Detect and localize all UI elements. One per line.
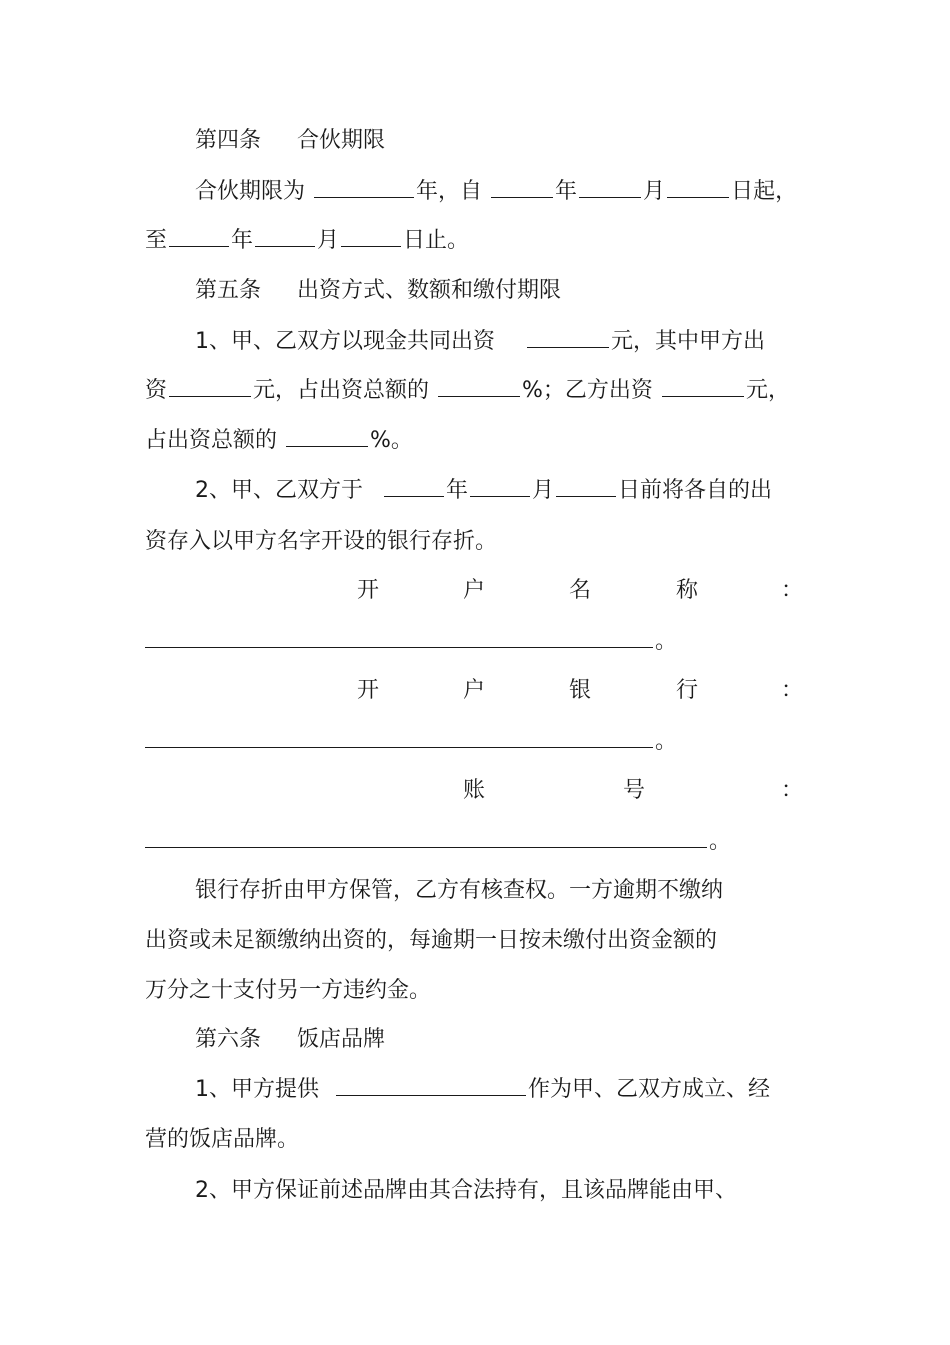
label-char: 行 xyxy=(676,678,699,703)
text: 出资或未足额缴纳出资的，每逾期一日按未缴付出资金额的 xyxy=(145,928,718,953)
text: 月 xyxy=(317,228,340,253)
blank-field xyxy=(169,226,229,247)
text: 占出资总额的 xyxy=(145,428,278,453)
article-title: 饭店品牌 xyxy=(297,1027,386,1052)
text: 营的饭店品牌。 xyxy=(145,1127,300,1152)
text: 年 xyxy=(446,478,469,503)
text: 至 xyxy=(145,228,168,253)
blank-field xyxy=(255,226,315,247)
bank-book-paragraph-line-2 xyxy=(145,926,805,956)
text: 1、甲、乙双方以现金共同出资 xyxy=(195,329,495,354)
article-title: 合伙期限 xyxy=(297,128,386,153)
text: 万分之十支付另一方违约金。 xyxy=(145,978,432,1003)
text: 元， xyxy=(745,378,790,403)
article-4-paragraph-2 xyxy=(145,226,805,256)
blank-field xyxy=(579,177,641,198)
text: 2、甲方保证前述品牌由其合法持有，且该品牌能由甲、 xyxy=(195,1178,737,1203)
article-5-item-1-line-3 xyxy=(145,426,805,456)
text: %。 xyxy=(370,428,413,453)
text: 资存入以甲方名字开设的银行存折。 xyxy=(145,529,498,554)
blank-field xyxy=(438,376,520,397)
text: 元，占出资总额的 xyxy=(253,378,430,403)
article-number: 第四条 xyxy=(195,128,262,153)
account-bank-field xyxy=(145,727,805,757)
text: 银行存折由甲方保管，乙方有核查权。一方逾期不缴纳 xyxy=(195,878,724,903)
article-5-item-1-line-2 xyxy=(145,376,805,406)
blank-field xyxy=(341,226,401,247)
blank-field xyxy=(470,476,530,497)
text: 。 xyxy=(655,629,678,654)
text: 1、甲方提供 xyxy=(195,1077,319,1102)
blank-field xyxy=(556,476,616,497)
blank-field xyxy=(667,177,729,198)
text: 元，其中甲方出 xyxy=(611,329,766,354)
text: 合伙期限为 xyxy=(195,179,306,204)
blank-field xyxy=(286,426,368,447)
article-6-item-1-line-2 xyxy=(145,1125,805,1155)
text: 日止。 xyxy=(403,228,470,253)
text: 。 xyxy=(655,729,678,754)
blank-field xyxy=(527,327,609,348)
label-char: 号 xyxy=(623,778,646,803)
label-char: 名 xyxy=(569,578,592,603)
text: 年 xyxy=(231,228,254,253)
label-char: 银 xyxy=(569,678,592,703)
article-number: 第六条 xyxy=(195,1027,262,1052)
label-char: 称 xyxy=(676,578,699,603)
label-char: ： xyxy=(781,778,804,803)
label-char: ： xyxy=(781,578,804,603)
text: %；乙方出资 xyxy=(522,378,653,403)
account-name-field xyxy=(145,627,805,657)
article-6-item-1-line-1 xyxy=(195,1075,805,1105)
text: 月 xyxy=(532,478,555,503)
text: 日起， xyxy=(731,179,798,204)
label-char: 账 xyxy=(463,778,486,803)
label-char: 户 xyxy=(463,678,486,703)
account-name-label xyxy=(145,576,804,606)
text: 月 xyxy=(643,179,666,204)
article-6-item-2 xyxy=(195,1176,805,1206)
text: 作为甲、乙双方成立、经 xyxy=(528,1077,771,1102)
text: 。 xyxy=(709,829,732,854)
text: 2、甲、乙双方于 xyxy=(195,478,363,503)
label-char: ： xyxy=(781,678,804,703)
label-char: 户 xyxy=(463,578,486,603)
bank-book-paragraph-line-1 xyxy=(195,876,805,906)
label-char: 开 xyxy=(357,678,380,703)
blank-field xyxy=(145,827,707,848)
blank-field xyxy=(314,177,414,198)
label-char: 开 xyxy=(357,578,380,603)
blank-field xyxy=(145,727,653,748)
account-number-field xyxy=(145,827,805,857)
article-5-item-1-line-1 xyxy=(195,327,805,357)
article-number: 第五条 xyxy=(195,278,262,303)
blank-field xyxy=(662,376,744,397)
article-4-paragraph-1 xyxy=(195,177,805,207)
blank-field xyxy=(145,627,653,648)
article-4-heading xyxy=(195,126,805,156)
text: 年 xyxy=(555,179,578,204)
bank-book-paragraph-line-3 xyxy=(145,976,805,1006)
blank-field xyxy=(169,376,251,397)
article-6-heading xyxy=(195,1025,805,1055)
text: 日前将各自的出 xyxy=(618,478,773,503)
article-title: 出资方式、数额和缴付期限 xyxy=(297,278,562,303)
article-5-item-2-line-1 xyxy=(195,476,805,506)
account-bank-label xyxy=(145,676,804,706)
text: 年，自 xyxy=(416,179,483,204)
text: 资 xyxy=(145,378,168,403)
article-5-item-2-line-2 xyxy=(145,527,805,557)
blank-field xyxy=(384,476,444,497)
article-5-heading xyxy=(195,276,805,306)
blank-field xyxy=(336,1075,526,1096)
blank-field xyxy=(491,177,553,198)
account-number-label xyxy=(145,776,804,806)
